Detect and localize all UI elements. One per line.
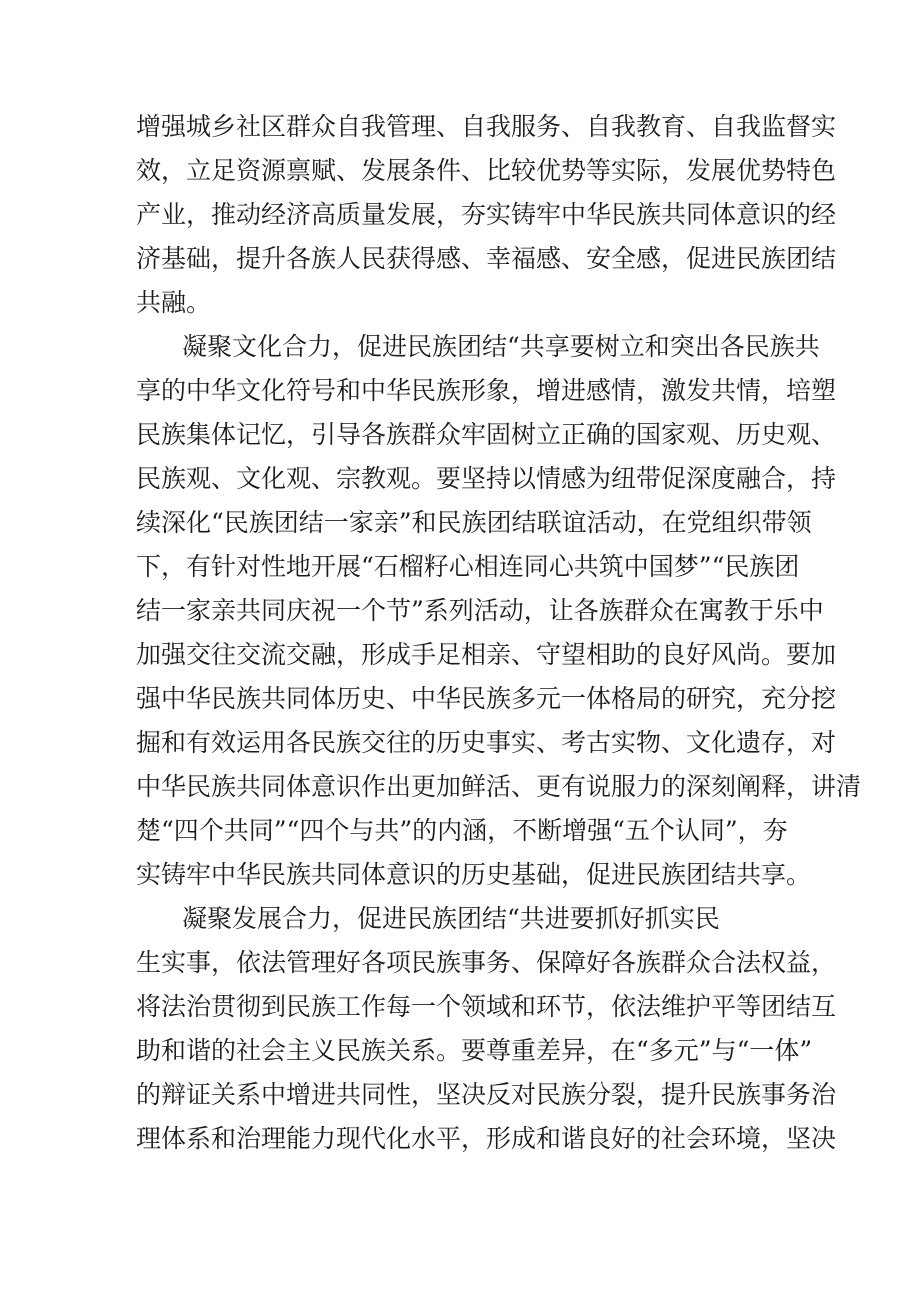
text-line: 助和谐的社会主义民族关系。要尊重差异，在“多元”与“一体”: [136, 1036, 813, 1065]
text-line: 将法治贯彻到民族工作每一个领域和环节，依法维护平等团结互: [136, 992, 837, 1021]
text-line: 结一家亲共同庆祝一个节”系列活动，让各族群众在寓教于乐中: [136, 596, 824, 625]
text-line: 济基础，提升各族人民获得感、幸福感、安全感，促进民族团结: [136, 244, 837, 273]
text-line: 理体系和治理能力现代化水平，形成和谐良好的社会环境，坚决: [136, 1124, 837, 1153]
text-line: 强中华民族共同体历史、中华民族多元一体格局的研究，充分挖: [136, 684, 837, 713]
text-line: 民族集体记忆，引导各族群众牢固树立正确的国家观、历史观、: [136, 420, 837, 449]
text-line: 享的中华文化符号和中华民族形象，增进感情，激发共情，培塑: [136, 376, 837, 405]
text-line: 加强交往交流交融，形成手足相亲、守望相助的良好风尚。要加: [136, 640, 837, 669]
text-line: 楚“四个共同”“四个与共”的内涵，不断增强“五个认同”，夯: [136, 816, 788, 845]
text-line: 共融。: [136, 288, 212, 317]
text-line: 中华民族共同体意识作出更加鲜活、更有说服力的深刻阐释，讲清: [136, 772, 862, 801]
text-line: 效，立足资源禀赋、发展条件、比较优势等实际，发展优势特色: [136, 156, 837, 185]
text-line: 产业，推动经济高质量发展，夯实铸牢中华民族共同体意识的经: [136, 200, 837, 229]
text-line: 民族观、文化观、宗教观。要坚持以情感为纽带促深度融合，持: [136, 464, 837, 493]
text-line: 的辩证关系中增进共同性，坚决反对民族分裂，提升民族事务治: [136, 1080, 837, 1109]
text-line: 实铸牢中华民族共同体意识的历史基础，促进民族团结共享。: [136, 860, 812, 889]
paragraph-first-line: 凝聚文化合力，促进民族团结“共享要树立和突出各民族共: [182, 332, 820, 361]
text-line: 增强城乡社区群众自我管理、自我服务、自我教育、自我监督实: [136, 112, 837, 141]
text-line: 掘和有效运用各民族交往的历史事实、考古实物、文化遗存，对: [136, 728, 837, 757]
text-line: 生实事，依法管理好各项民族事务、保障好各族群众合法权益，: [136, 948, 837, 977]
paragraph-first-line: 凝聚发展合力，促进民族团结“共进要抓好抓实民: [182, 904, 720, 933]
text-line: 下，有针对性地开展“石榴籽心相连同心共筑中国梦”“民族团: [136, 552, 800, 581]
text-line: 续深化“民族团结一家亲”和民族团结联谊活动，在党组织带领: [136, 508, 812, 537]
